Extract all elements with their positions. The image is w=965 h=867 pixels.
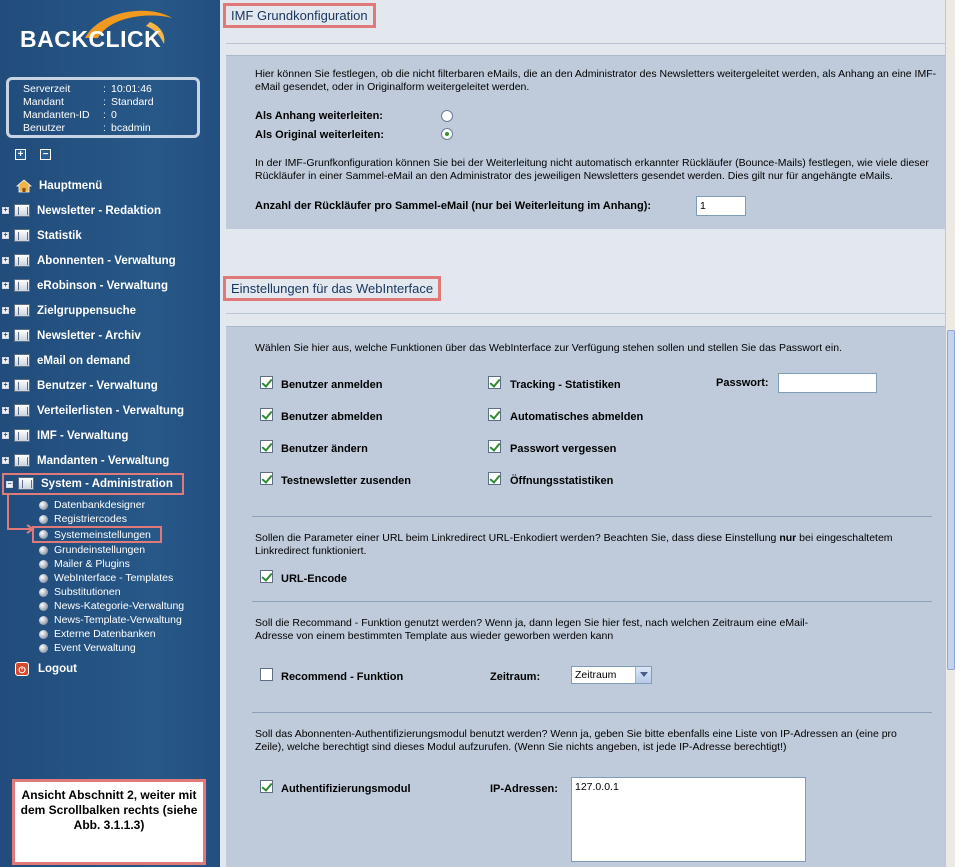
tree-tools — [15, 149, 51, 160]
folder-icon — [14, 204, 30, 218]
user-value: bcadmin — [111, 122, 151, 134]
expand-icon[interactable]: + — [3, 307, 8, 314]
expand-icon[interactable]: + — [3, 357, 8, 364]
logout-label: Logout — [38, 663, 77, 675]
divider — [252, 516, 932, 517]
divider — [226, 43, 951, 44]
label-auth-module: Authentifizierungsmodul — [281, 783, 411, 795]
logo-text: BACKCLICK — [20, 26, 162, 52]
label-tracking-statistiken: Tracking - Statistiken — [510, 379, 621, 391]
checkbox-oeffnungsstatistiken[interactable] — [488, 472, 501, 485]
main-navigation — [0, 173, 220, 495]
imf-info-text: In der IMF-Grunfkonfiguration können Sie bei der Weiterleitung nicht automatisch erkannter Rückläufer (Bounce-Mails) festlegen, wie viele dieser Rückläufer in einer Sammel-eMail an den Administrator des jeweiligen Newsletters gesendet werden. Dies gilt nur für angehängte eMails. — [255, 157, 929, 182]
client-label: Mandant — [23, 96, 64, 108]
collapse-icon[interactable]: − — [7, 480, 12, 488]
folder-icon — [14, 379, 30, 393]
nav-label: Zielgruppensuche — [37, 304, 137, 317]
sub-item-systemeinstellungen[interactable]: Systemeinstellungen — [32, 526, 162, 543]
checkbox-auth-module[interactable] — [260, 780, 273, 793]
checkbox-testnewsletter[interactable] — [260, 472, 273, 485]
expand-icon[interactable]: + — [3, 407, 8, 414]
user-label: Benutzer — [23, 122, 66, 134]
sub-item-substitutionen[interactable]: Substitutionen — [0, 585, 220, 599]
label-testnewsletter: Testnewsletter zusenden — [281, 475, 411, 487]
bounce-count-label: Anzahl der Rückläufer pro Sammel-eMail (nur bei Weiterleitung im Anhang): — [255, 200, 652, 212]
expand-icon[interactable]: + — [3, 332, 8, 339]
webinterface-section-title: Einstellungen für das WebInterface — [223, 276, 441, 301]
nav-item-abonnenten[interactable] — [0, 248, 220, 273]
chevron-down-icon[interactable] — [635, 667, 651, 683]
nav-item-benutzer[interactable] — [0, 373, 220, 398]
folder-icon — [14, 254, 30, 268]
expand-all-button[interactable]: + — [15, 149, 26, 160]
checkbox-benutzer-aendern[interactable] — [260, 440, 273, 453]
checkbox-automatisches-abmelden[interactable] — [488, 408, 501, 421]
expand-icon[interactable]: + — [3, 232, 8, 239]
folder-icon — [14, 279, 30, 293]
nav-label: System - Administration — [41, 478, 173, 490]
nav-label: Verteilerlisten - Verwaltung — [37, 404, 184, 417]
bullet-icon — [39, 588, 48, 597]
sub-item-webinterface-templates[interactable]: WebInterface - Templates — [0, 571, 220, 585]
bullet-icon — [39, 630, 48, 639]
folder-icon — [14, 354, 30, 368]
expand-icon[interactable]: + — [3, 257, 8, 264]
expand-icon[interactable]: + — [3, 282, 8, 289]
nav-label: Hauptmenü — [39, 179, 103, 192]
nav-label: Mandanten - Verwaltung — [37, 454, 170, 467]
session-info-box: Serverzeit : 10:01:46 Mandant : Standard Mandanten-ID : 0 Benutzer : bcadmin — [6, 77, 200, 138]
label-recommend: Recommend - Funktion — [281, 671, 404, 683]
nav-item-imf[interactable] — [0, 423, 220, 448]
nav-item-newsletter-archiv[interactable] — [0, 323, 220, 348]
nav-item-system-administration[interactable] — [2, 473, 184, 495]
gears-folder-icon — [18, 477, 34, 491]
webinterface-intro-text: Wählen Sie hier aus, welche Funktionen über das WebInterface zur Verfügung stehen sollen und stellen Sie das Passwort ein. — [255, 342, 842, 354]
bounce-count-input[interactable]: 1 — [696, 196, 746, 216]
folder-icon — [14, 304, 30, 318]
bullet-icon — [39, 501, 48, 510]
bullet-icon — [39, 546, 48, 555]
forward-attachment-radio[interactable] — [441, 110, 453, 122]
client-value: Standard — [111, 96, 154, 108]
forward-attachment-label: Als Anhang weiterleiten: — [255, 110, 383, 122]
sub-item-mailer-plugins[interactable]: Mailer & Plugins — [0, 557, 220, 571]
imf-intro-text: Hier können Sie festlegen, ob die nicht filterbaren eMails, die an den Administrator des Newsletters weitergeleitet werden, als Anhang an eine IMF-eMail gesendet, oder in Originalform weitergeleitet werden. — [255, 68, 937, 93]
nav-label: Benutzer - Verwaltung — [37, 379, 158, 392]
server-time-value: 10:01:46 — [111, 83, 152, 95]
password-label: Passwort: — [716, 377, 769, 389]
expand-icon[interactable]: + — [3, 457, 8, 464]
nav-item-erobinson[interactable] — [0, 273, 220, 298]
label-benutzer-aendern: Benutzer ändern — [281, 443, 368, 455]
folder-icon — [14, 429, 30, 443]
ip-addresses-textarea[interactable]: 127.0.0.1 — [571, 777, 806, 862]
vertical-scrollbar[interactable] — [945, 0, 955, 867]
nav-item-mandanten[interactable] — [0, 448, 220, 473]
period-label: Zeitraum: — [490, 671, 541, 683]
collapse-all-button[interactable]: − — [40, 149, 51, 160]
checkbox-benutzer-abmelden[interactable] — [260, 408, 273, 421]
nav-item-newsletter-redaktion[interactable] — [0, 198, 220, 223]
expand-icon[interactable]: + — [3, 382, 8, 389]
sub-item-datenbankdesigner[interactable]: Datenbankdesigner — [0, 498, 220, 512]
bullet-icon — [39, 560, 48, 569]
label-passwort-vergessen: Passwort vergessen — [510, 443, 617, 455]
checkbox-recommend[interactable] — [260, 668, 273, 681]
folder-icon — [14, 329, 30, 343]
client-id-label: Mandanten-ID — [23, 109, 90, 121]
nav-label: Newsletter - Archiv — [37, 329, 141, 342]
divider — [252, 601, 932, 602]
webinterface-panel — [226, 326, 951, 867]
label-automatisches-abmelden: Automatisches abmelden — [510, 411, 644, 423]
server-time-label: Serverzeit — [23, 83, 71, 95]
label-url-encode: URL-Encode — [281, 573, 347, 585]
nav-label: eMail on demand — [37, 354, 131, 367]
sub-item-externe-datenbanken[interactable]: Externe Datenbanken — [0, 627, 220, 641]
label-benutzer-anmelden: Benutzer anmelden — [281, 379, 383, 391]
recommend-description: Soll die Recommand - Funktion genutzt werden? Wenn ja, dann legen Sie hier fest, nach welchen Zeitraum eine eMail-Adresse von einem bestimmten Template aus wieder geworben werden kann — [255, 617, 809, 642]
home-icon — [16, 179, 32, 193]
nav-label: IMF - Verwaltung — [37, 429, 129, 442]
power-icon: ⏻ — [15, 662, 29, 676]
bullet-icon — [39, 602, 48, 611]
checkbox-url-encode[interactable] — [260, 570, 273, 583]
sub-item-grundeinstellungen[interactable]: Grundeinstellungen — [0, 543, 220, 557]
period-select[interactable] — [571, 666, 652, 684]
nav-item-verteilerlisten[interactable] — [0, 398, 220, 423]
nav-item-email-on-demand[interactable] — [0, 348, 220, 373]
submenu-system-administration — [0, 498, 220, 655]
nav-label: Abonnenten - Verwaltung — [37, 254, 176, 267]
period-select-value: Zeitraum — [575, 669, 617, 681]
sub-item-news-kategorie[interactable]: News-Kategorie-Verwaltung — [0, 599, 220, 613]
folder-icon — [14, 454, 30, 468]
logout-link[interactable] — [15, 662, 77, 676]
scrollbar-thumb[interactable] — [947, 330, 955, 670]
forward-original-radio[interactable] — [441, 128, 453, 140]
folder-icon — [14, 229, 30, 243]
bullet-icon — [39, 515, 48, 524]
nav-item-hauptmenue[interactable] — [0, 173, 220, 198]
nav-label: eRobinson - Verwaltung — [37, 279, 168, 292]
url-encode-description: Sollen die Parameter einer URL beim Linkredirect URL-Enkodiert werden? Beachten Sie, dass diese Einstellung nur bei eingeschaltetem Linkredirect funktioniert. — [255, 532, 893, 557]
imf-panel — [226, 55, 951, 229]
nav-label: Statistik — [37, 229, 82, 242]
bullet-icon — [39, 530, 48, 539]
nav-item-statistik[interactable] — [0, 223, 220, 248]
annotation-note: Ansicht Abschnitt 2, weiter mit dem Scrollbalken rechts (siehe Abb. 3.1.1.3) — [12, 779, 206, 865]
password-input[interactable] — [778, 373, 877, 393]
forward-original-label: Als Original weiterleiten: — [255, 129, 384, 141]
sidebar — [0, 0, 220, 867]
sub-item-registriercodes[interactable]: Registriercodes — [0, 512, 220, 526]
ip-addresses-label: IP-Adressen: — [490, 783, 558, 795]
expand-icon[interactable]: + — [3, 432, 8, 439]
checkbox-benutzer-anmelden[interactable] — [260, 376, 273, 389]
folder-icon — [14, 404, 30, 418]
divider — [226, 313, 951, 314]
checkbox-passwort-vergessen[interactable] — [488, 440, 501, 453]
sub-item-news-template[interactable]: News-Template-Verwaltung — [0, 613, 220, 627]
bullet-icon — [39, 616, 48, 625]
main-content — [220, 0, 955, 867]
label-oeffnungsstatistiken: Öffnungsstatistiken — [510, 475, 614, 487]
expand-icon[interactable]: + — [3, 207, 8, 214]
bullet-icon — [39, 574, 48, 583]
nav-item-zielgruppensuche[interactable] — [0, 298, 220, 323]
client-id-value: 0 — [111, 109, 117, 121]
bullet-icon — [39, 644, 48, 653]
label-benutzer-abmelden: Benutzer abmelden — [281, 411, 383, 423]
checkbox-tracking-statistiken[interactable] — [488, 376, 501, 389]
imf-section-title: IMF Grundkonfiguration — [223, 3, 376, 28]
divider — [252, 712, 932, 713]
backclick-logo — [20, 18, 180, 74]
nav-label: Newsletter - Redaktion — [37, 204, 161, 217]
auth-description: Soll das Abonnenten-Authentifizierungsmodul benutzt werden? Wenn ja, geben Sie bitte ebenfalls eine Liste von IP-Adressen an (eine pro Zeile), welche berechtigt sind dieses Modul aufzurufen. (Wenn Sie nichts angeben, ist jede IP-Adresse berechtigt!) — [255, 728, 897, 753]
sub-item-event-verwaltung[interactable]: Event Verwaltung — [0, 641, 220, 655]
